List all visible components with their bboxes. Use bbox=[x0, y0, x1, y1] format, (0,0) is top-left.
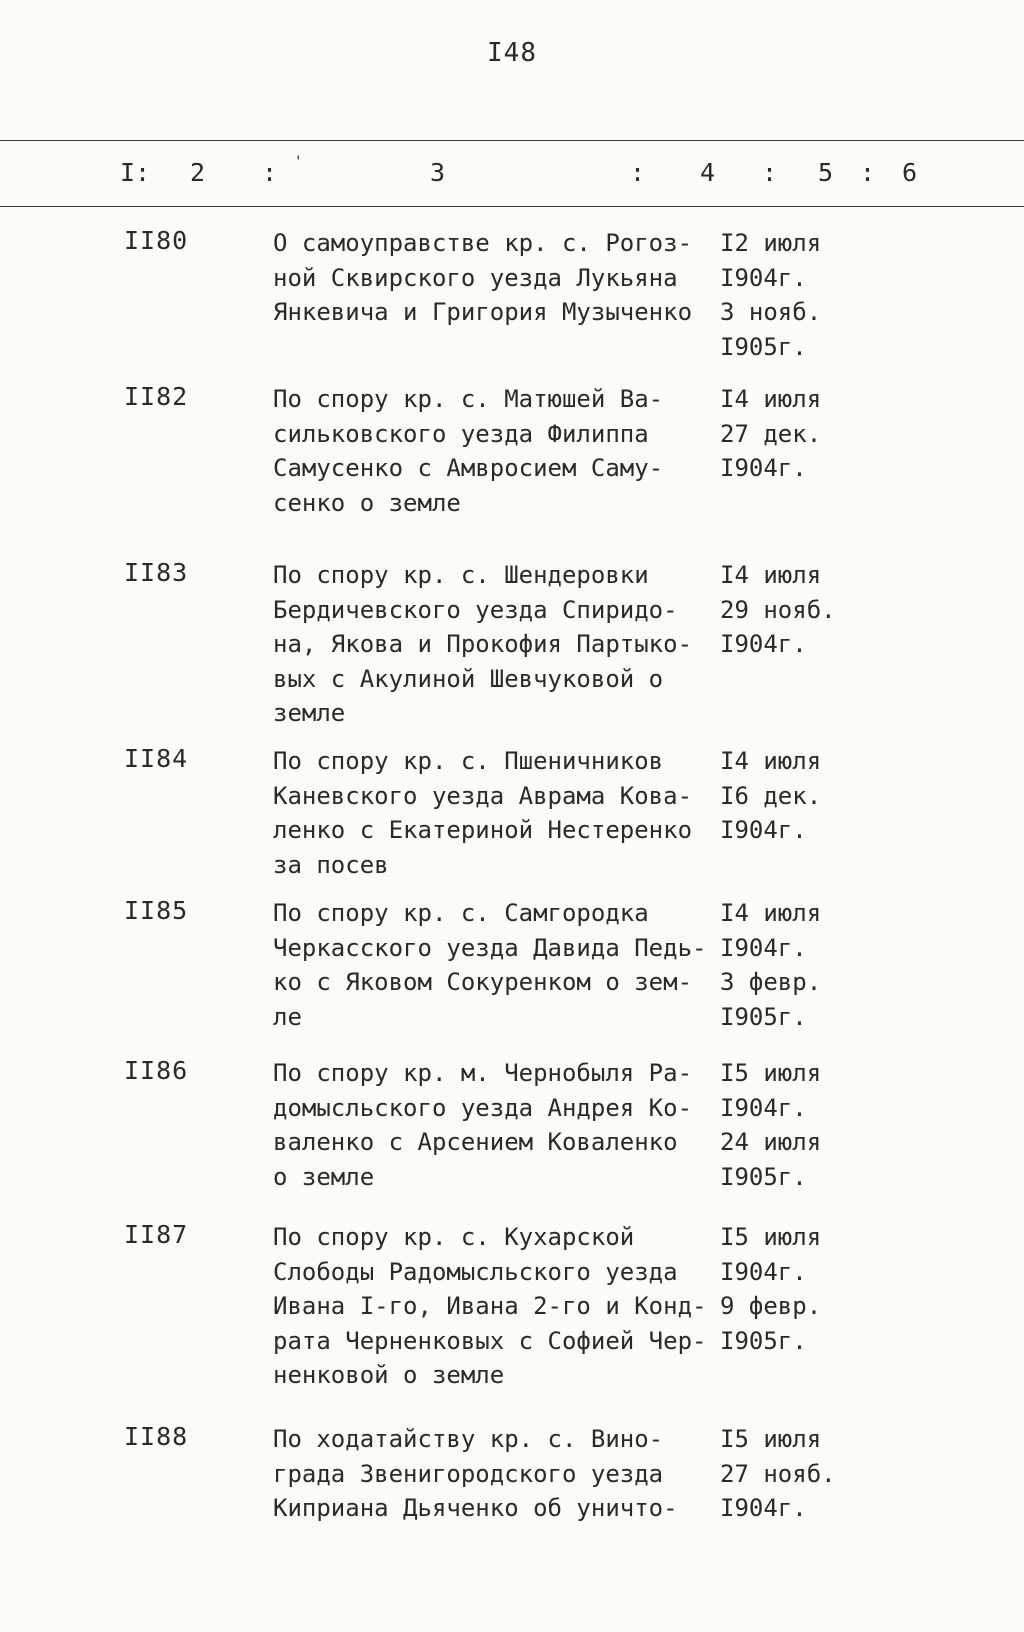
description-line: рата Черненковых с Софией Чер- bbox=[273, 1326, 707, 1355]
entry-dates bbox=[720, 896, 821, 1034]
entry-number: II86 bbox=[124, 1056, 189, 1085]
date-line: 9 февр. bbox=[720, 1292, 822, 1320]
column-header-6: 6 bbox=[902, 158, 918, 187]
entry-description bbox=[273, 226, 692, 330]
entry-description bbox=[273, 1422, 678, 1526]
date-line: I904г. bbox=[720, 933, 807, 962]
entry-description bbox=[273, 382, 663, 520]
column-separator: : bbox=[630, 158, 646, 187]
date-line: I904г. bbox=[720, 630, 807, 658]
date-line: I905г. bbox=[720, 1162, 807, 1191]
entry-dates bbox=[720, 744, 821, 848]
date-line: I905г. bbox=[720, 1002, 807, 1031]
description-line: на, Якова и Прокофия Партыко- bbox=[273, 630, 693, 658]
description-line: о земле bbox=[273, 1162, 375, 1191]
date-line: I5 июля bbox=[720, 1059, 822, 1087]
column-separator-mark: ' bbox=[294, 154, 303, 170]
description-line: ной Сквирского уезда Лукьяна bbox=[273, 263, 678, 292]
description-line: ненковой о земле bbox=[273, 1361, 505, 1389]
date-line: I904г. bbox=[720, 1494, 807, 1522]
date-line: I2 июля bbox=[720, 229, 822, 257]
column-separator: : bbox=[860, 158, 876, 187]
entry-dates bbox=[720, 1056, 821, 1194]
description-line: валенко с Арсением Коваленко bbox=[273, 1128, 678, 1156]
date-line: 24 июля bbox=[720, 1128, 822, 1156]
description-line: Янкевича и Григория Музыченко bbox=[273, 298, 693, 326]
entry-description bbox=[273, 558, 692, 731]
description-line: сенко о земле bbox=[273, 488, 461, 517]
entry-dates bbox=[720, 1422, 836, 1526]
table-header-rule bbox=[0, 206, 1024, 207]
column-header-4: 4 bbox=[700, 158, 716, 187]
column-separator: : bbox=[762, 158, 778, 187]
date-line: I4 июля bbox=[720, 747, 822, 775]
description-line: По спору кр. м. Чернобыля Ра- bbox=[273, 1059, 693, 1087]
description-line: домысльского уезда Андрея Ко- bbox=[273, 1093, 693, 1122]
column-separator: : bbox=[262, 158, 278, 187]
description-line: града Звенигородского уезда bbox=[273, 1459, 664, 1488]
date-line: 27 дек. bbox=[720, 419, 822, 448]
entry-description bbox=[273, 744, 692, 882]
description-line: ленко с Екатериной Нестеренко bbox=[273, 816, 693, 844]
description-line: ко с Яковом Сокуренком о зем- bbox=[273, 968, 693, 996]
entry-description bbox=[273, 1220, 706, 1393]
description-line: вых с Акулиной Шевчуковой о bbox=[273, 664, 664, 693]
description-line: Киприана Дьяченко об уничто- bbox=[273, 1494, 678, 1522]
entry-number: II83 bbox=[124, 558, 189, 587]
date-line: I4 июля bbox=[720, 385, 822, 413]
date-line: 27 нояб. bbox=[720, 1459, 836, 1488]
date-line: I5 июля bbox=[720, 1425, 822, 1453]
date-line: I905г. bbox=[720, 332, 807, 361]
date-line: I905г. bbox=[720, 1326, 807, 1355]
entry-description bbox=[273, 1056, 692, 1194]
description-line: Слободы Радомысльского уезда bbox=[273, 1257, 678, 1286]
description-line: О самоуправстве кр. с. Рогоз- bbox=[273, 229, 693, 257]
description-line: По спору кр. с. Матюшей Ва- bbox=[273, 385, 664, 413]
description-line: По спору кр. с. Самгородка bbox=[273, 899, 649, 927]
date-line: I6 дек. bbox=[720, 781, 822, 810]
entry-number: II84 bbox=[124, 744, 189, 773]
date-line: I4 июля bbox=[720, 561, 822, 589]
column-header-2: 2 bbox=[190, 158, 206, 187]
column-header-3: 3 bbox=[430, 158, 446, 187]
date-line: 3 нояб. bbox=[720, 298, 822, 326]
description-line: сильковского уезда Филиппа bbox=[273, 419, 649, 448]
date-line: I904г. bbox=[720, 1093, 807, 1122]
description-line: Самусенко с Амвросием Саму- bbox=[273, 454, 664, 482]
entry-description bbox=[273, 896, 706, 1034]
table-top-rule bbox=[0, 140, 1024, 141]
description-line: По спору кр. с. Пшеничников bbox=[273, 747, 664, 775]
description-line: По спору кр. с. Шендеровки bbox=[273, 561, 649, 589]
date-line: I904г. bbox=[720, 454, 807, 482]
date-line: I904г. bbox=[720, 263, 807, 292]
entry-dates bbox=[720, 382, 821, 486]
entry-number: II80 bbox=[124, 226, 189, 255]
column-header-row bbox=[0, 154, 1024, 194]
entry-dates bbox=[720, 226, 821, 364]
date-line: 3 февр. bbox=[720, 968, 822, 996]
description-line: за посев bbox=[273, 850, 389, 879]
description-line: По ходатайству кр. с. Вино- bbox=[273, 1425, 664, 1453]
description-line: ле bbox=[273, 1002, 302, 1031]
entry-number: II87 bbox=[124, 1220, 189, 1249]
entry-dates bbox=[720, 558, 836, 662]
date-line: I5 июля bbox=[720, 1223, 822, 1251]
date-line: 29 нояб. bbox=[720, 595, 836, 624]
date-line: I904г. bbox=[720, 816, 807, 844]
date-line: I904г. bbox=[720, 1257, 807, 1286]
description-line: Бердичевского уезда Спиридо- bbox=[273, 595, 678, 624]
entry-number: II82 bbox=[124, 382, 189, 411]
date-line: I4 июля bbox=[720, 899, 822, 927]
page-number: I48 bbox=[487, 38, 537, 68]
column-header-5: 5 bbox=[818, 158, 834, 187]
description-line: По спору кр. с. Кухарской bbox=[273, 1223, 635, 1251]
description-line: Каневского уезда Аврама Кова- bbox=[273, 781, 693, 810]
entry-number: II85 bbox=[124, 896, 189, 925]
description-line: Ивана I-го, Ивана 2-го и Конд- bbox=[273, 1292, 707, 1320]
description-line: земле bbox=[273, 699, 346, 727]
entry-number: II88 bbox=[124, 1422, 189, 1451]
description-line: Черкасского уезда Давида Педь- bbox=[273, 933, 707, 962]
column-header-1: I: bbox=[120, 158, 151, 187]
entry-dates bbox=[720, 1220, 821, 1358]
